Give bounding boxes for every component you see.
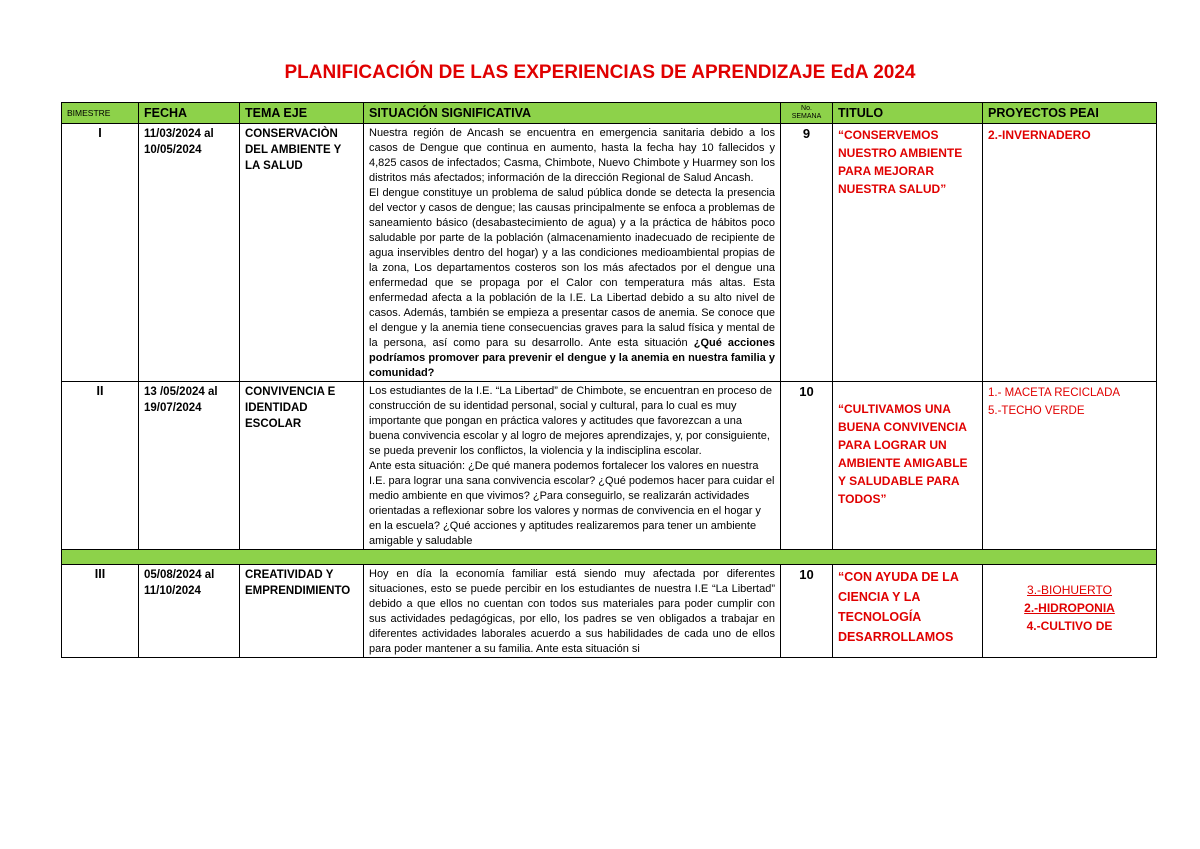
row-bimestre: II	[62, 382, 139, 550]
row-fecha: 05/08/2024 al 11/10/2024	[139, 565, 240, 658]
row-tema: CONSERVACIÒN DEL AMBIENTE Y LA SALUD	[240, 124, 364, 382]
header-proyectos: PROYECTOS PEAI	[983, 103, 1157, 124]
row-situacion	[364, 565, 781, 658]
proyecto-item: 3.-BIOHUERTO	[1027, 583, 1112, 597]
proyecto-item: 4.-CULTIVO DE	[1026, 619, 1113, 633]
row-situacion	[364, 382, 781, 550]
proyecto-item: 5.-TECHO VERDE	[988, 405, 1085, 417]
header-fecha: FECHA	[139, 103, 240, 124]
row-semana: 9	[781, 124, 833, 382]
row-proyectos	[983, 124, 1157, 382]
row-bimestre: III	[62, 565, 139, 658]
proyecto-item: 2.-HIDROPONIA	[1024, 601, 1115, 615]
proyecto-item: 1.- MACETA RECICLADA	[988, 387, 1121, 399]
situacion-text: Los estudiantes de la I.E. “La Libertad” de Chimbote, se encuentran en proceso de construcción de su identidad personal, social y cultural, para lo cual es muy importante que pongan en práctica valores y actitudes que favorezcan a una buena convivencia escolar y al logro de mejores aprendizajes, y, por consiguiente, se pueda prevenir los conflictos, la violencia y la indisciplina escolar. Ante esta situación: ¿De qué manera podemos fortalecer los valores en nuestra I.E. para lograr una sana convivencia escolar? ¿Qué podemos hacer para cuidar el medio ambiente en que vivimos? ¿Para conseguirlo, se realizarán actividades orientadas a reflexionar sobre los valores y normas de convivencia en el hogar y en la escuela? ¿Qué acciones y aptitudes realizaremos para tener un ambiente amigable y saludable	[369, 385, 775, 547]
row-semana: 10	[781, 382, 833, 550]
header-tema-eje: TEMA EJE	[240, 103, 364, 124]
header-semana	[781, 103, 833, 124]
row-proyectos	[983, 565, 1157, 658]
table-row	[62, 124, 1157, 382]
row-titulo: “CULTIVAMOS UNA BUENA CONVIVENCIA PARA LOGRAR UN AMBIENTE AMIGABLE Y SALUDABLE PARA TODOS”	[833, 382, 983, 550]
situacion-question: ¿Qué acciones podríamos promover para prevenir el dengue y la anemia en nuestra familia y comunidad?	[369, 337, 775, 379]
header-situacion: SITUACIÓN SIGNIFICATIVA	[364, 103, 781, 124]
separator-row	[62, 550, 1157, 565]
page-title: PLANIFICACIÓN DE LAS EXPERIENCIAS DE APRENDIZAJE EdA 2024	[284, 62, 916, 83]
row-bimestre: I	[62, 124, 139, 382]
situacion-text: Nuestra región de Ancash se encuentra en emergencia sanitaria debido a los casos de Dengue que continua en aumento, hasta la fecha hay 10 fallecidos y 4,825 casos de infectados; Casma, Chimbote, Nuevo Chimbote y Huarmey son los distritos más afectados; información de la dirección Regional de Salud Ancash. El dengue constituye un problema de salud pública donde se detecta la presencia del vector y casos de dengue; las causas principalmente se enfoca a problemas de saneamiento básico (desabastecimiento de agua) y a la práctica de hábitos poco saludable por parte de la población (almacenamiento inadecuado de recipiente de agua inservibles dentro del hogar) y a las condiciones medioambiental propias de la zona, Los departamentos costeros son los más afectados por el dengue una enfermedad que se propaga por el Calor con temperatura más altas. Esta enfermedad afecta a la población de la I.E. La Libertad debido a su alto nivel de casos. Además, también se empieza a presentar casos de anemia. Se conoce que el dengue y la anemia tiene consecuencias graves para la salud física y mental de la persona, así como para su desarrollo. Ante esta situación	[369, 127, 775, 349]
row-tema: CONVIVENCIA E IDENTIDAD ESCOLAR	[240, 382, 364, 550]
situacion-text: Hoy en día la economía familiar está siendo muy afectada por diferentes situaciones, esto se puede percibir en los estudiantes de nuestra I.E “La Libertad” debido a que ellos no cuentan con todos sus materiales para poder cumplir con sus actividades pedagógicas, por ello, los padres se ven obligados a trabajar en diferentes actividades laborales acuerdo a sus habilidades de cada uno de ellos para poder mantener a su familia. Ante esta situación si	[369, 568, 775, 655]
header-row	[62, 103, 1157, 124]
header-semana-label: SEMANA	[791, 113, 822, 120]
header-titulo: TITULO	[833, 103, 983, 124]
row-proyectos	[983, 382, 1157, 550]
row-titulo: “CONSERVEMOS NUESTRO AMBIENTE PARA MEJORAR NUESTRA SALUD”	[833, 124, 983, 382]
header-bimestre: BIMESTRE	[62, 103, 139, 124]
planning-table	[61, 102, 1157, 658]
row-situacion	[364, 124, 781, 382]
row-semana: 10	[781, 565, 833, 658]
table-row	[62, 382, 1157, 550]
row-titulo: “CON AYUDA DE LA CIENCIA Y LA TECNOLOGÍA DESARROLLAMOS	[833, 565, 983, 658]
proyecto-item: 2.-INVERNADERO	[988, 128, 1091, 142]
row-fecha: 11/03/2024 al 10/05/2024	[139, 124, 240, 382]
row-tema: CREATIVIDAD Y EMPRENDIMIENTO	[240, 565, 364, 658]
header-semana-no: No.	[801, 105, 812, 112]
table-row	[62, 565, 1157, 658]
row-fecha: 13 /05/2024 al 19/07/2024	[139, 382, 240, 550]
